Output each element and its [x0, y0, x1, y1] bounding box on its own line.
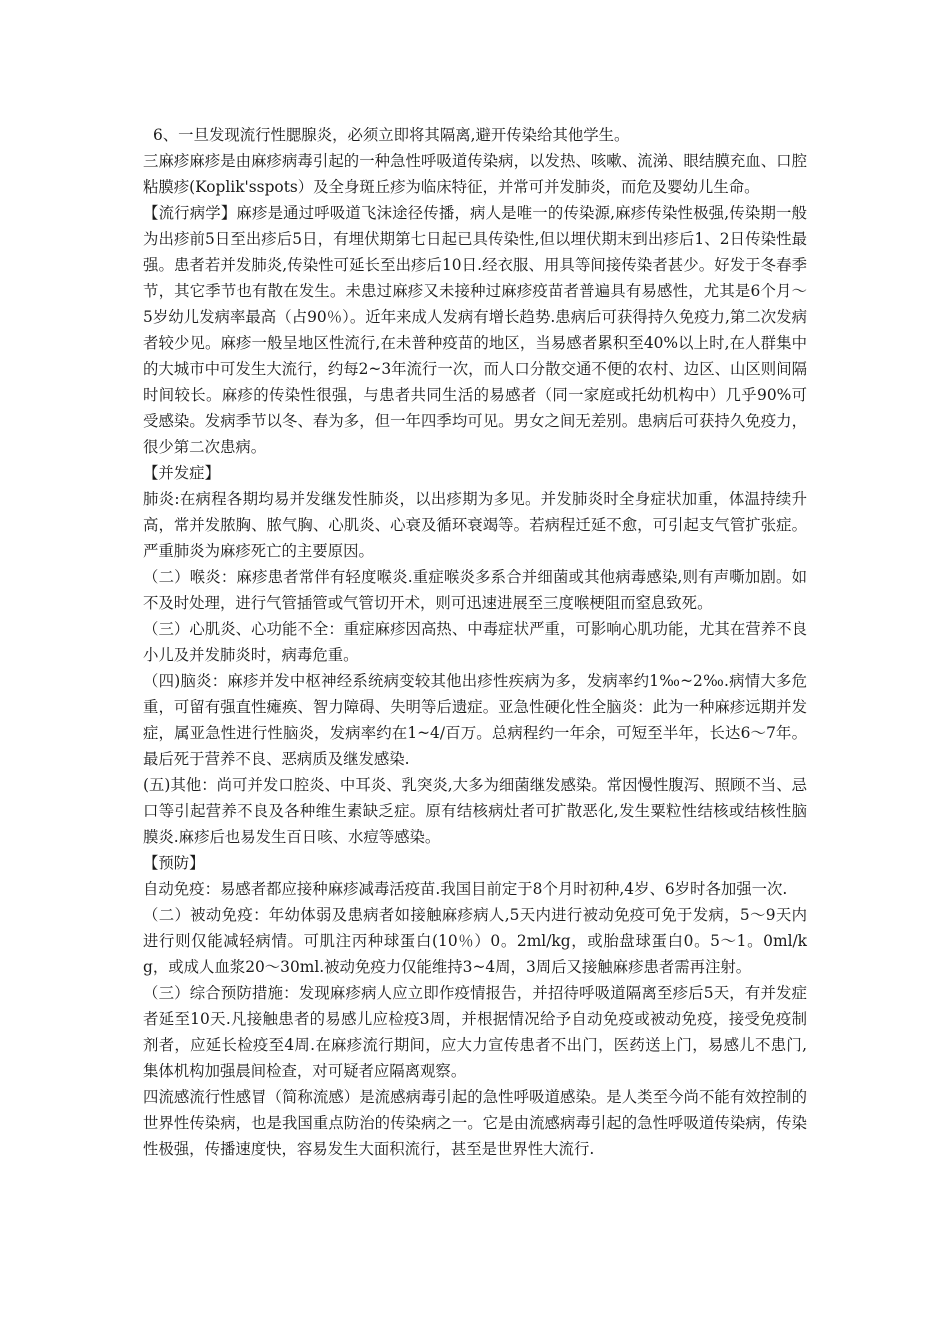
paragraph-pneumonia: 肺炎:在病程各期均易并发继发性肺炎，以出疹期为多见。并发肺炎时全身症状加重，体温持续升高，常并发脓胸、脓气胸、心肌炎、心衰及循环衰竭等。若病程迁延不愈，可引起支气管扩张症。严重肺炎为麻疹死亡的主要原因。	[143, 490, 807, 560]
paragraph-other-complications: (五)其他：尚可并发口腔炎、中耳炎、乳突炎,大多为细菌继发感染。常因慢性腹泻、照顾不当、忌口等引起营养不良及各种维生素缺乏症。原有结核病灶者可扩散恶化,发生粟粒性结核或结核性脑膜炎.麻疹后也易发生百日咳、水痘等感染。	[143, 776, 807, 846]
document-page	[143, 122, 807, 1162]
paragraph-comprehensive-prevention: （三）综合预防措施：发现麻疹病人应立即作疫情报告，并招待呼吸道隔离至疹后5天，有并发症者延至10天.凡接触患者的易感儿应检疫3周，并根据情况给予自动免疫或被动免疫，接受免疫制剂者，应延长检疫至4周.在麻疹流行期间，应大力宣传患者不出门，医药送上门，易感儿不患门,集体机构加强晨间检查，对可疑者应隔离观察。	[143, 984, 807, 1080]
paragraph-mumps-isolation: 6、一旦发现流行性腮腺炎，必须立即将其隔离,避开传染给其他学生。	[153, 126, 630, 144]
paragraph-myocarditis: （三）心肌炎、心功能不全：重症麻疹因高热、中毒症状严重，可影响心肌功能，尤其在营养不良小儿及并发肺炎时，病毒危重。	[143, 620, 807, 664]
paragraph-active-immunity: 自动免疫：易感者都应接种麻疹减毒活疫苗.我国目前定于8个月时初种,4岁、6岁时各加强一次.	[143, 880, 788, 898]
paragraph-influenza-intro: 四流感流行性感冒（简称流感）是流感病毒引起的急性呼吸道感染。是人类至今尚不能有效控制的世界性传染病，也是我国重点防治的传染病之一。它是由流感病毒引起的急性呼吸道传染病，传染性极强，传播速度快，容易发生大面积流行，甚至是世界性大流行.	[143, 1088, 807, 1158]
paragraph-epidemiology: 【流行病学】麻疹是通过呼吸道飞沫途径传播，病人是唯一的传染源,麻疹传染性极强,传染期一般为出疹前5日至出疹后5日，有埋伏期第七日起已具传染性,但以埋伏期末到出疹后1、2日传染性最强。患者若并发肺炎,传染性可延长至出疹后10日.经衣服、用具等间接传染者甚少。好发于冬春季节，其它季节也有散在发生。未患过麻疹又未接种过麻疹疫苗者普遍具有易感性，尤其是6个月～5岁幼儿发病率最高（占90％）。近年来成人发病有增长趋势.患病后可获得持久免疫力,第二次发病者较少见。麻疹一般呈地区性流行,在未普种疫苗的地区，当易感者累积至40%以上时,在人群集中的大城市中可发生大流行，约每2~3年流行一次，而人口分散交通不便的农村、边区、山区则间隔时间较长。麻疹的传染性很强，与患者共同生活的易感者（同一家庭或托幼机构中）几乎90%可受感染。发病季节以冬、春为多，但一年四季均可见。男女之间无差别。患病后可获持久免疫力，很少第二次患病。	[143, 204, 807, 456]
paragraph-measles-intro: 三麻疹麻疹是由麻疹病毒引起的一种急性呼吸道传染病，以发热、咳嗽、流涕、眼结膜充血、口腔粘膜疹(Koplik'sspots）及全身斑丘疹为临床特征，并常可并发肺炎，而危及婴幼儿生命。	[143, 152, 807, 196]
paragraph-encephalitis: （四)脑炎：麻疹并发中枢神经系统病变较其他出疹性疾病为多，发病率约1‰~2‰.病情大多危重，可留有强直性瘫痪、智力障碍、失明等后遗症。亚急性硬化性全脑炎：此为一种麻疹远期并发症，属亚急性进行性脑炎，发病率约在1~4/百万。总病程约一年余，可短至半年，长达6～7年。最后死于营养不良、恶病质及继发感染.	[143, 672, 807, 768]
paragraph-passive-immunity: （二）被动免疫：年幼体弱及患病者如接触麻疹病人,5天内进行被动免疫可免于发病，5～9天内进行则仅能减轻病情。可肌注丙种球蛋白(10％）0。2ml/kg，或胎盘球蛋白0。5～1。0ml/kg，或成人血浆20～30ml.被动免疫力仅能维持3~4周，3周后又接触麻疹患者需再注射。	[143, 906, 807, 976]
paragraph-laryngitis: （二）喉炎：麻疹患者常伴有轻度喉炎.重症喉炎多系合并细菌或其他病毒感染,则有声嘶加剧。如不及时处理，进行气管插管或气管切开术，则可迅速进展至三度喉梗阻而窒息致死。	[143, 568, 807, 612]
heading-complications: 【并发症】	[143, 464, 220, 482]
heading-prevention: 【预防】	[143, 854, 205, 872]
